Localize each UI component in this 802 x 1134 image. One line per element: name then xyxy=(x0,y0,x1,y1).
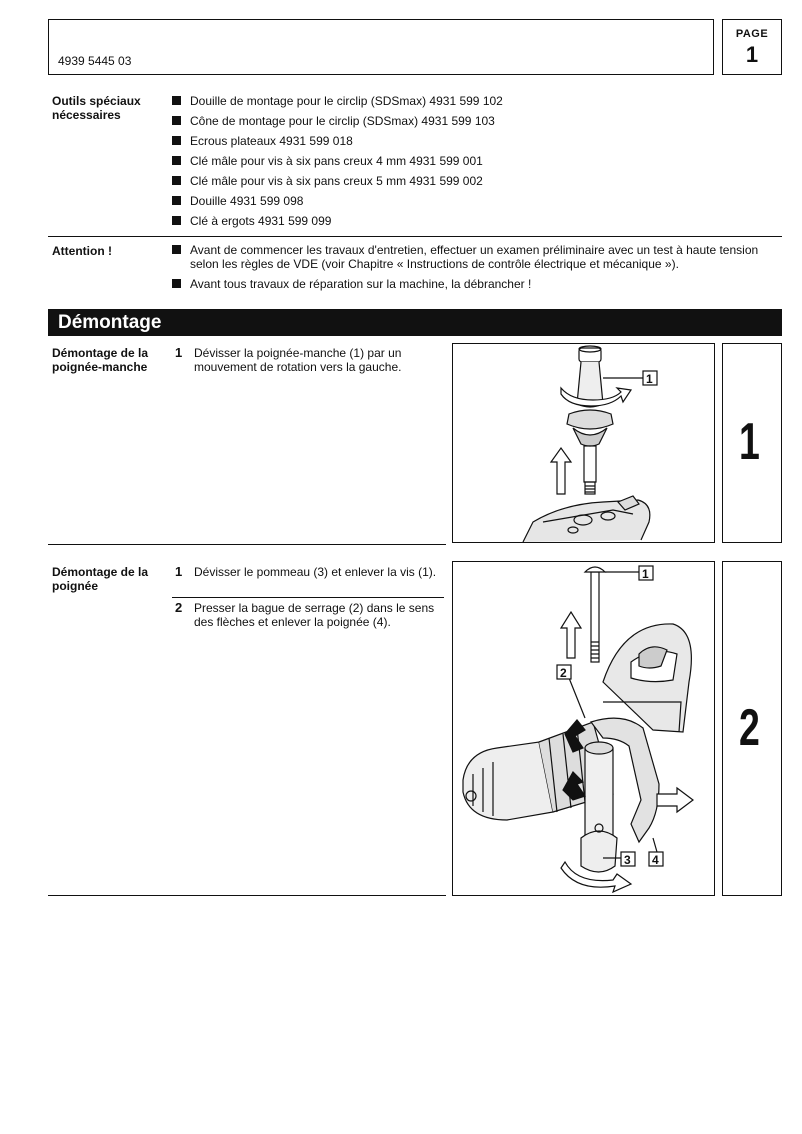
section-title: Démontage xyxy=(58,312,162,333)
step-text: Presser la bague de serrage (2) dans le sens des flèches et enlever la poignée (4). xyxy=(194,601,435,629)
list-item: Douille de montage pour le circlip (SDSmax) 4931 599 102 xyxy=(172,94,772,108)
page-label: PAGE xyxy=(735,28,769,40)
step-number: 2 xyxy=(175,600,183,615)
list-item: Clé mâle pour vis à six pans creux 4 mm 4931 599 001 xyxy=(172,154,772,168)
step-divider xyxy=(172,597,444,598)
header-box xyxy=(48,19,714,75)
divider xyxy=(48,236,782,237)
document-number: 4939 5445 03 xyxy=(58,54,132,68)
bullet-square-icon xyxy=(172,196,181,205)
bullet-square-icon xyxy=(172,156,181,165)
step-text: Dévisser la poignée-manche (1) par un mouvement de rotation vers la gauche. xyxy=(194,346,402,374)
list-item: Clé mâle pour vis à six pans creux 5 mm 4931 599 002 xyxy=(172,174,772,188)
list-item: Cône de montage pour le circlip (SDSmax) 4931 599 103 xyxy=(172,114,772,128)
figure-2 xyxy=(452,561,715,896)
list-item: Avant de commencer les travaux d'entretien, effectuer un examen préliminaire avec un test à haute tension selon les règles de VDE (voir Chapitre « Instructions de contrôle électrique et mécanique »). xyxy=(172,243,784,271)
page-number: 1 xyxy=(745,42,759,67)
list-item: Douille 4931 599 098 xyxy=(172,194,772,208)
bullet-square-icon xyxy=(172,176,181,185)
bullet-square-icon xyxy=(172,136,181,145)
callout-3: 3 xyxy=(624,853,631,867)
attention-list xyxy=(172,243,784,297)
page-box xyxy=(722,19,782,75)
bullet-square-icon xyxy=(172,116,181,125)
bullet-square-icon xyxy=(172,216,181,225)
attention-label: Attention ! xyxy=(52,244,112,258)
divider xyxy=(48,895,446,896)
side-handle-removal-illustration xyxy=(453,562,714,895)
figure-1-number-box xyxy=(722,343,782,543)
handle-removal-illustration xyxy=(453,344,714,542)
divider xyxy=(48,544,446,545)
bullet-square-icon xyxy=(172,279,181,288)
step-number: 1 xyxy=(175,564,183,579)
bullet-square-icon xyxy=(172,245,181,254)
bullet-square-icon xyxy=(172,96,181,105)
figure-2-number-box xyxy=(722,561,782,896)
step-number: 1 xyxy=(175,345,183,360)
step-text: Dévisser le pommeau (3) et enlever la vis (1). xyxy=(194,565,437,579)
list-item: Avant tous travaux de réparation sur la machine, la débrancher ! xyxy=(172,277,784,291)
procedure-2-label: Démontage de la poignée xyxy=(52,565,149,593)
procedure-1-label: Démontage de la poignée-manche xyxy=(52,346,149,374)
callout-2: 2 xyxy=(560,666,567,680)
figure-1-number: 1 xyxy=(739,413,760,471)
callout-1: 1 xyxy=(646,372,653,386)
callout-4: 4 xyxy=(652,853,659,867)
special-tools-list xyxy=(172,94,772,234)
special-tools-label: Outils spéciaux nécessaires xyxy=(52,94,141,122)
list-item: Ecrous plateaux 4931 599 018 xyxy=(172,134,772,148)
callout-1: 1 xyxy=(642,567,649,581)
list-item: Clé à ergots 4931 599 099 xyxy=(172,214,772,228)
figure-1 xyxy=(452,343,715,543)
figure-2-number: 2 xyxy=(739,699,760,757)
